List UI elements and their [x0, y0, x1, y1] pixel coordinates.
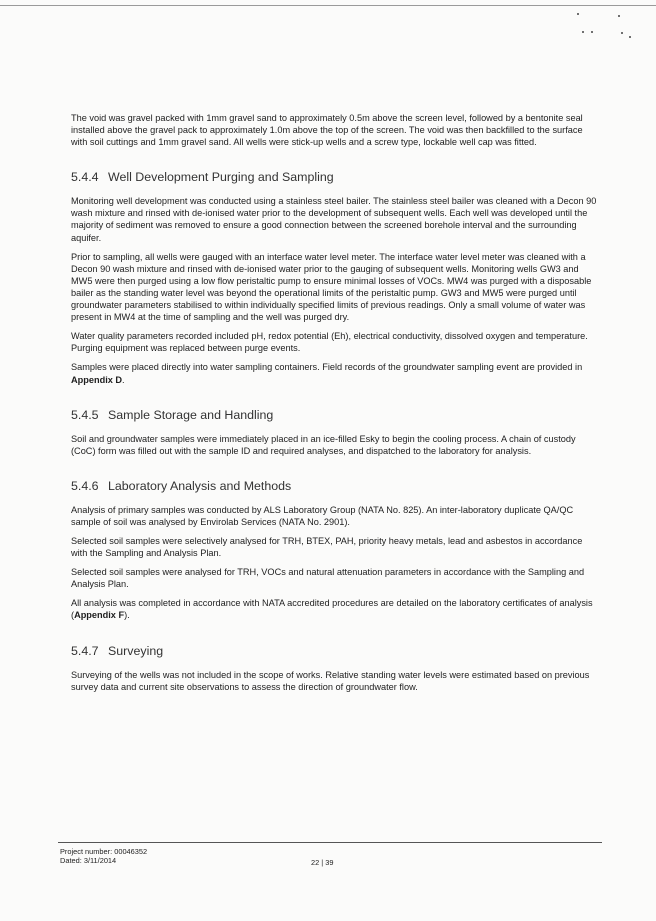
page-number: 22 | 39 [311, 858, 334, 867]
footer-divider [58, 842, 602, 843]
paragraph [71, 361, 599, 385]
section-number: 5.4.5 [71, 407, 99, 422]
paragraph: Monitoring well development was conducted using a stainless steel bailer. The stainless steel bailer was cleaned with a Decon 90 wash mixture and rinsed with de-ionised water prior to the development of subsequent wells. Each well was developed until the majority of sediment was removed to ensure a good connection between the screened borehole interval and the surrounding aquifer. [71, 196, 597, 243]
scan-speck [582, 31, 584, 33]
appendix-reference: Appendix F [74, 610, 125, 621]
scan-speck [629, 36, 631, 38]
document-body [71, 112, 599, 700]
section-title: Laboratory Analysis and Methods [108, 478, 292, 493]
paragraph: Analysis of primary samples was conducted by ALS Laboratory Group (NATA No. 825). An inter-laboratory duplicate QA/QC sample of soil was analysed by Envirolab Services (NATA No. 2901). [71, 504, 574, 527]
appendix-reference: Appendix D [71, 374, 123, 385]
project-number: Project number: 00046352 [60, 847, 148, 856]
paragraph: Soil and groundwater samples were immediately placed in an ice-filled Esky to begin the cooling process. A chain of custody (CoC) form was filled out with the sample ID and required analyses, and dispatched to the laboratory for analysis. [71, 433, 576, 456]
section-number: 5.4.4 [71, 170, 99, 185]
scan-speck [618, 15, 620, 17]
section-number: 5.4.7 [71, 643, 99, 658]
section-number: 5.4.6 [71, 478, 99, 493]
paragraph-text: All analysis was completed in accordance with NATA accredited procedures are detailed on the laboratory certificates of analysis ( [71, 598, 593, 621]
paragraph-text: Samples were placed directly into water sampling containers. Field records of the groundwater sampling event are provided in [71, 362, 583, 373]
section-heading-5-4-4 [71, 170, 599, 185]
paragraph: Water quality parameters recorded included pH, redox potential (Eh), electrical conductivity, dissolved oxygen and temperature. Purging equipment was replaced between purge events. [71, 331, 588, 354]
paragraph [71, 597, 599, 621]
paragraph: Selected soil samples were selectively analysed for TRH, BTEX, PAH, priority heavy metals, lead and asbestos in accordance with the Sampling and Analysis Plan. [71, 535, 583, 559]
section-title: Sample Storage and Handling [108, 407, 274, 422]
section-heading-5-4-6 [71, 479, 599, 494]
paragraph: Surveying of the wells was not included in the scope of works. Relative standing water levels were estimated based on previous survey data and current site observations to assess the direction of groundwater flow. [71, 669, 590, 692]
paragraph: Selected soil samples were analysed for TRH, VOCs and natural attenuation parameters in accordance with the Sampling and Analysis Plan. [71, 567, 585, 590]
scan-speck [591, 31, 593, 33]
top-border-line [0, 5, 656, 6]
footer [60, 847, 147, 865]
intro-paragraph: The void was gravel packed with 1mm gravel sand to approximately 0.5m above the screen level, followed by a bentonite seal installed above the gravel pack to approximately 1.0m above the top of the screen. The void was then backfilled to the surface with soil cuttings and 1mm gravel sand. All wells were stick-up wells and a screw type, lockable well cap was fitted. [71, 113, 583, 148]
scan-speck [621, 32, 623, 34]
date: Dated: 3/11/2014 [60, 856, 117, 865]
section-heading-5-4-7 [71, 644, 599, 659]
section-title: Well Development Purging and Sampling [108, 170, 334, 185]
paragraph: Prior to sampling, all wells were gauged with an interface water level meter. The interface water level meter was cleaned with a Decon 90 wash mixture and rinsed with de-ionised water prior to the gauging of subsequent wells. Monitoring wells GW3 and MW5 were then purged using a low flow peristaltic pump to ensure minimal losses of VOCs. MW4 was purged with a disposable bailer as the standing water level was beyond the operational limits of the peristaltic pump. GW3 and MW5 were purged until groundwater parameters stabilised to within individually specified limits of previous readings. Only a small volume of water was present in MW4 at the time of sampling and the well was purged dry. [71, 251, 592, 323]
section-title: Surveying [108, 643, 164, 658]
section-heading-5-4-5 [71, 408, 599, 423]
paragraph-end: ). [124, 610, 130, 621]
paragraph-end: . [122, 374, 125, 385]
scan-speck [577, 13, 579, 15]
